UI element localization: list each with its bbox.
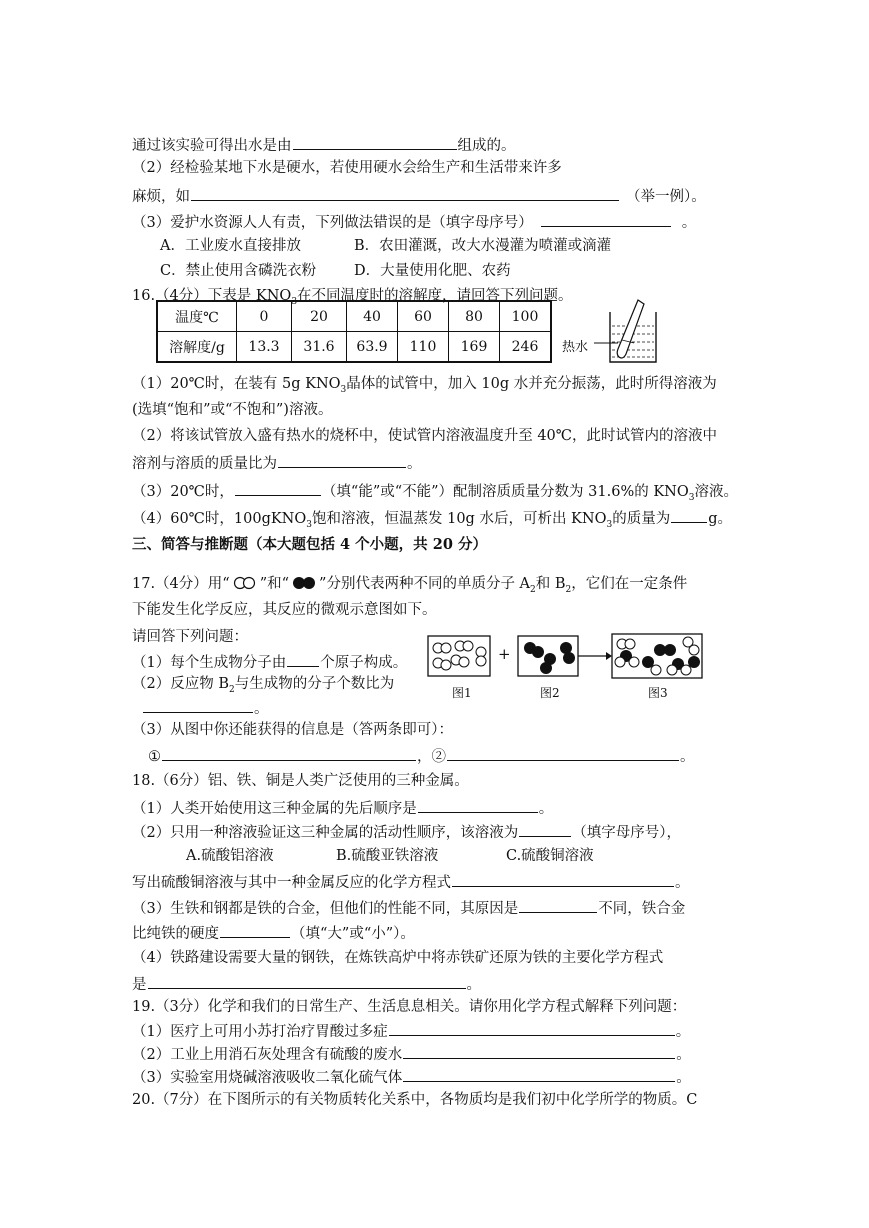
answer-blank[interactable] (220, 922, 290, 938)
q16-3: （3）20℃时， （填“能”或“不能”）配制溶质质量分数为 31.6%的 $KNO_3$溶液。 (132, 480, 738, 502)
table-cell: 169 (449, 332, 500, 363)
q18-head: 18.（6分）铝、铁、铜是人类广泛使用的三种金属。 (132, 773, 469, 789)
q18-3-cont: 比纯铁的硬度 （填“大”或“小”）。 (132, 922, 415, 944)
q18-equation: 写出硫酸铜溶液与其中一种金属反应的化学方程式 。 (132, 871, 690, 893)
beaker-figure (560, 296, 670, 368)
q17-cont: 下能发生化学反应，其反应的微观示意图如下。 (132, 602, 437, 618)
table-header-cell: 溶解度/g (157, 332, 237, 363)
table-cell: 110 (398, 332, 449, 363)
q16-2-cont: 溶剂与溶质的质量比为 。 (132, 452, 422, 474)
table-cell: 0 (237, 301, 292, 332)
beaker-icon (560, 296, 670, 368)
answer-blank[interactable] (191, 185, 619, 201)
answer-blank[interactable] (148, 973, 466, 989)
answer-blank[interactable] (418, 797, 538, 813)
answer-blank[interactable] (287, 651, 319, 667)
table-cell: 80 (449, 301, 500, 332)
answer-blank[interactable] (403, 1066, 675, 1082)
option-c: C．禁止使用含磷洗衣粉 (160, 263, 317, 279)
solubility-table (156, 300, 552, 363)
answer-blank[interactable] (519, 897, 597, 913)
table-cell: 246 (500, 332, 552, 363)
table-cell: 40 (347, 301, 398, 332)
q16-head: 16.（4分）下表是 $KNO_3$在不同温度时的溶解度，请回答下列问题。 (132, 288, 573, 307)
option-b: B．农田灌溉，改大水漫灌为喷灌或滴灌 (354, 238, 612, 254)
table-row (157, 301, 551, 332)
reaction-diagram (426, 632, 706, 704)
q17-2: （2）反应物 $B_2$与生成物的分子个数比为 (132, 676, 395, 695)
q19-1: （1）医疗上可用小苏打治疗胃酸过多症 。 (132, 1020, 690, 1042)
molecule-b2-icon (289, 576, 319, 590)
answer-line: 通过该实验可得出水是由 组成的。 (132, 134, 516, 156)
answer-blank[interactable] (235, 480, 321, 496)
q18-4-cont: 是 。 (132, 973, 481, 995)
answer-blank[interactable] (519, 821, 571, 837)
q18-3: （3）生铁和钢都是铁的合金，但他们的性能不同，其原因是 不同，铁合金 (132, 897, 685, 919)
table-header-cell: 温度℃ (157, 301, 237, 332)
q19-2: （2）工业上用消石灰处理含有硫酸的废水 。 (132, 1043, 691, 1065)
answer-blank[interactable] (143, 697, 253, 713)
q17-3: （3）从图中你还能获得的信息是（答两条即可）： (132, 722, 453, 738)
q16-4: （4）60℃时，100gKNO$_3$饱和溶液，恒温蒸发 10g 水后，可析出 $KNO_3$的质量为 g。 (132, 507, 732, 529)
q15-2: （2）经检验某地下水是硬水，若使用硬水会给生产和生活带来许多 (132, 160, 562, 176)
answer-blank[interactable] (403, 1043, 675, 1059)
option-d: D．大量使用化肥、农药 (354, 263, 511, 279)
answer-blank[interactable] (541, 211, 671, 227)
beaker-label: 热水 (562, 340, 589, 355)
table-cell: 20 (292, 301, 347, 332)
answer-blank[interactable] (389, 1020, 675, 1036)
q17-1: （1）每个生成物分子由 个原子构成。 (132, 651, 407, 673)
answer-blank[interactable] (162, 745, 416, 761)
table-row (157, 332, 551, 363)
table-cell: 13.3 (237, 332, 292, 363)
answer-blank[interactable] (452, 871, 674, 887)
q17-head: 17.（4分）用“ ”和“ ”分别代表两种不同的单质分子 $A_2$和 $B_2$，它们在一定条件 (132, 576, 688, 595)
q15-2-cont: 麻烦，如 （举一例）。 (132, 185, 706, 207)
molecule-a2-icon (230, 576, 260, 590)
table-cell: 31.6 (292, 332, 347, 363)
figure-2-label: 图2 (540, 686, 560, 700)
q17-prompt: 请回答下列问题： (132, 629, 248, 645)
q19-head: 19.（3分）化学和我们的日常生产、生活息息相关。请你用化学方程式解释下列问题： (132, 999, 687, 1015)
q17-3-answers: ① ，② 。 (148, 745, 695, 767)
q18-option-b: B.硫酸亚铁溶液 (336, 848, 439, 864)
q19-3: （3）实验室用烧碱溶液吸收二氧化硫气体 。 (132, 1066, 691, 1088)
q18-2: （2）只用一种溶液验证这三种金属的活动性顺序，该溶液为 （填字母序号）， (132, 821, 681, 843)
answer-blank[interactable] (447, 745, 679, 761)
q15-3: （3）爱护水资源人人有责，下列做法错误的是（填字母序号） 。 (132, 211, 696, 233)
table-cell: 100 (500, 301, 552, 332)
figure-3-label: 图3 (648, 686, 668, 700)
q18-4: （4）铁路建设需要大量的钢铁，在炼铁高炉中将赤铁矿还原为铁的主要化学方程式 (132, 950, 664, 966)
q16-1: （1）20℃时，在装有 5g $KNO_3$晶体的试管中，加入 10g 水并充分振荡，此时所得溶液为 (132, 376, 717, 395)
q18-option-c: C.硫酸铜溶液 (506, 848, 594, 864)
answer-blank[interactable] (671, 507, 707, 523)
plus-sign: + (498, 645, 511, 663)
q17-2-cont: 。 (142, 697, 269, 719)
option-a: A．工业废水直接排放 (160, 238, 301, 254)
q18-1: （1）人类开始使用这三种金属的先后顺序是 。 (132, 797, 553, 819)
q16-1-cont: (选填“饱和”或“不饱和”)溶液。 (132, 402, 333, 418)
table-cell: 63.9 (347, 332, 398, 363)
figure-1-label: 图1 (452, 686, 472, 700)
q20-head: 20.（7分）在下图所示的有关物质转化关系中，各物质均是我们初中化学所学的物质。C (132, 1092, 698, 1108)
answer-blank[interactable] (293, 134, 457, 150)
answer-blank[interactable] (278, 452, 406, 468)
table-cell: 60 (398, 301, 449, 332)
q16-2: （2）将该试管放入盛有热水的烧杯中，使试管内溶液温度升至 40℃，此时试管内的溶液中 (132, 428, 718, 444)
section-3-heading: 三、简答与推断题（本大题包括 4 个小题，共 20 分） (132, 536, 487, 553)
q18-option-a: A.硫酸铝溶液 (186, 848, 274, 864)
